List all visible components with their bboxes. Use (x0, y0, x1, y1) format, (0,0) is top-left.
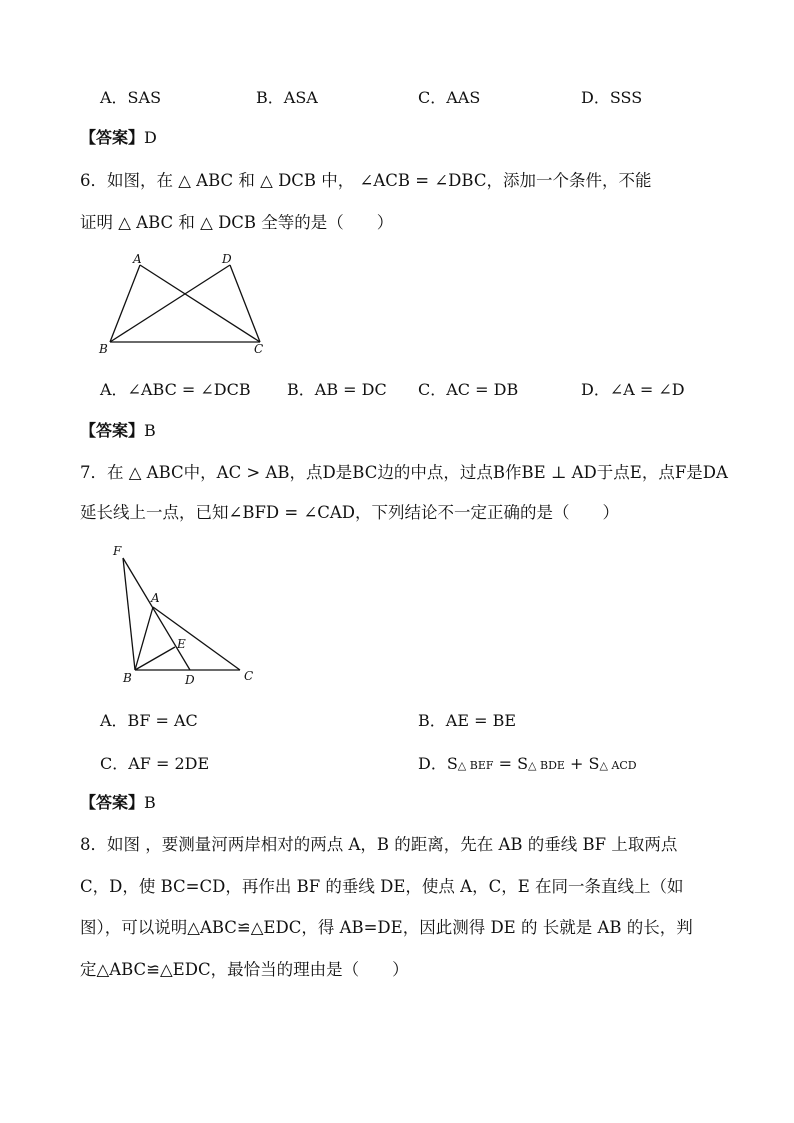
label-b: B (99, 342, 108, 356)
q7-stem-line2: 延长线上一点，已知∠BFD = ∠CAD，下列结论不一定正确的是（ ） (80, 503, 620, 522)
label-d: D (222, 252, 232, 266)
q7-stem-line1: 7．在 △ ABC中，AC > AB，点D是BC边的中点，过点B作BE ⊥ AD于点E，点F是DA (80, 463, 728, 482)
segment-ac (153, 607, 240, 670)
answer-value: B (144, 793, 156, 812)
label-c: C (244, 669, 254, 683)
q6-answer (80, 423, 156, 439)
q6-option-c: C．AC = DB (418, 380, 519, 399)
label-d: D (185, 673, 195, 687)
q6-figure (95, 250, 285, 360)
answer-tag: 【答案】 (80, 421, 145, 440)
label-f: F (113, 544, 122, 558)
q5-option-b: B．ASA (256, 88, 318, 107)
segment-ab (110, 265, 140, 342)
q6-stem-line2: 证明 △ ABC 和 △ DCB 全等的是（ ） (80, 213, 394, 232)
q5-option-a: A．SAS (100, 88, 162, 107)
q8-stem-line3: 图），可以说明△ABC≌△EDC，得 AB=DE，因此测得 DE 的 长就是 AB 的长，判 (80, 918, 693, 937)
q7-option-d: D．S△ BEF = S△ BDE + S△ ACD (418, 754, 637, 773)
segment-bd (110, 265, 230, 342)
q5-answer (80, 130, 157, 146)
q5-option-d: D．SSS (581, 88, 643, 107)
q7-option-c: C．AF = 2DE (100, 754, 210, 773)
q8-stem-line4: 定△ABC≌△EDC，最恰当的理由是（ ） (80, 960, 409, 979)
q8-stem-line1: 8．如图 ，要测量河两岸相对的两点 A，B 的距离，先在 AB 的垂线 BF 上取两点 (80, 835, 678, 854)
answer-value: B (144, 421, 156, 440)
q7-figure (105, 540, 265, 690)
segment-cd (230, 265, 260, 342)
answer-tag: 【答案】 (80, 128, 145, 147)
q8-stem-line2: C，D，使 BC=CD，再作出 BF 的垂线 DE，使点 A，C，E 在同一条直线上（如 (80, 877, 684, 896)
q6-option-a: A．∠ABC = ∠DCB (100, 380, 251, 399)
q7-option-a: A．BF = AC (100, 711, 198, 730)
q6-option-b: B．AB = DC (287, 380, 387, 399)
answer-tag: 【答案】 (80, 793, 145, 812)
q6-stem-line1: 6．如图，在 △ ABC 和 △ DCB 中， ∠ACB = ∠DBC，添加一个条件，不能 (80, 171, 652, 190)
label-a: A (133, 252, 142, 266)
q6-option-d: D．∠A = ∠D (581, 380, 685, 399)
label-b: B (123, 671, 132, 685)
label-c: C (254, 342, 264, 356)
answer-value: D (144, 128, 157, 147)
label-e: E (177, 637, 186, 651)
q7-option-b: B．AE = BE (418, 711, 517, 730)
segment-ac (140, 265, 260, 342)
q7-answer (80, 795, 156, 811)
label-a: A (151, 591, 160, 605)
q5-option-c: C．AAS (418, 88, 481, 107)
